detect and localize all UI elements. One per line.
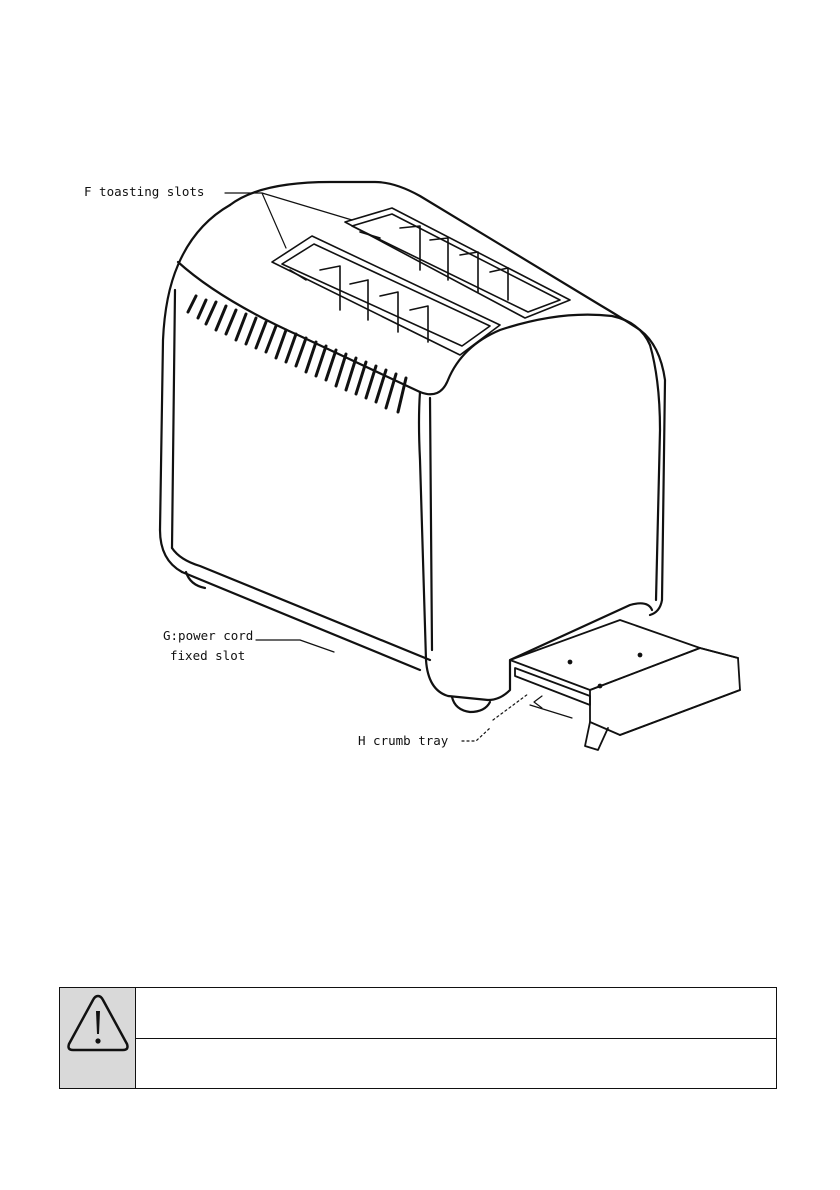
warning-rows	[136, 988, 776, 1088]
toasting-slots	[272, 208, 570, 355]
crumb-tray	[510, 620, 740, 750]
side-vents	[188, 296, 406, 412]
warning-box	[59, 987, 777, 1089]
callout-power-cord-line1: G:power cord	[163, 628, 254, 643]
warning-row	[136, 988, 776, 1038]
callout-crumb-tray: H crumb tray	[358, 733, 449, 748]
callout-toasting-slots: F toasting slots	[84, 184, 205, 199]
callout-power-cord-line2: fixed slot	[170, 648, 246, 663]
warning-icon-cell	[60, 988, 136, 1088]
warning-triangle-icon	[66, 992, 130, 1054]
callout-leaders	[225, 193, 572, 741]
warning-row	[136, 1038, 776, 1089]
